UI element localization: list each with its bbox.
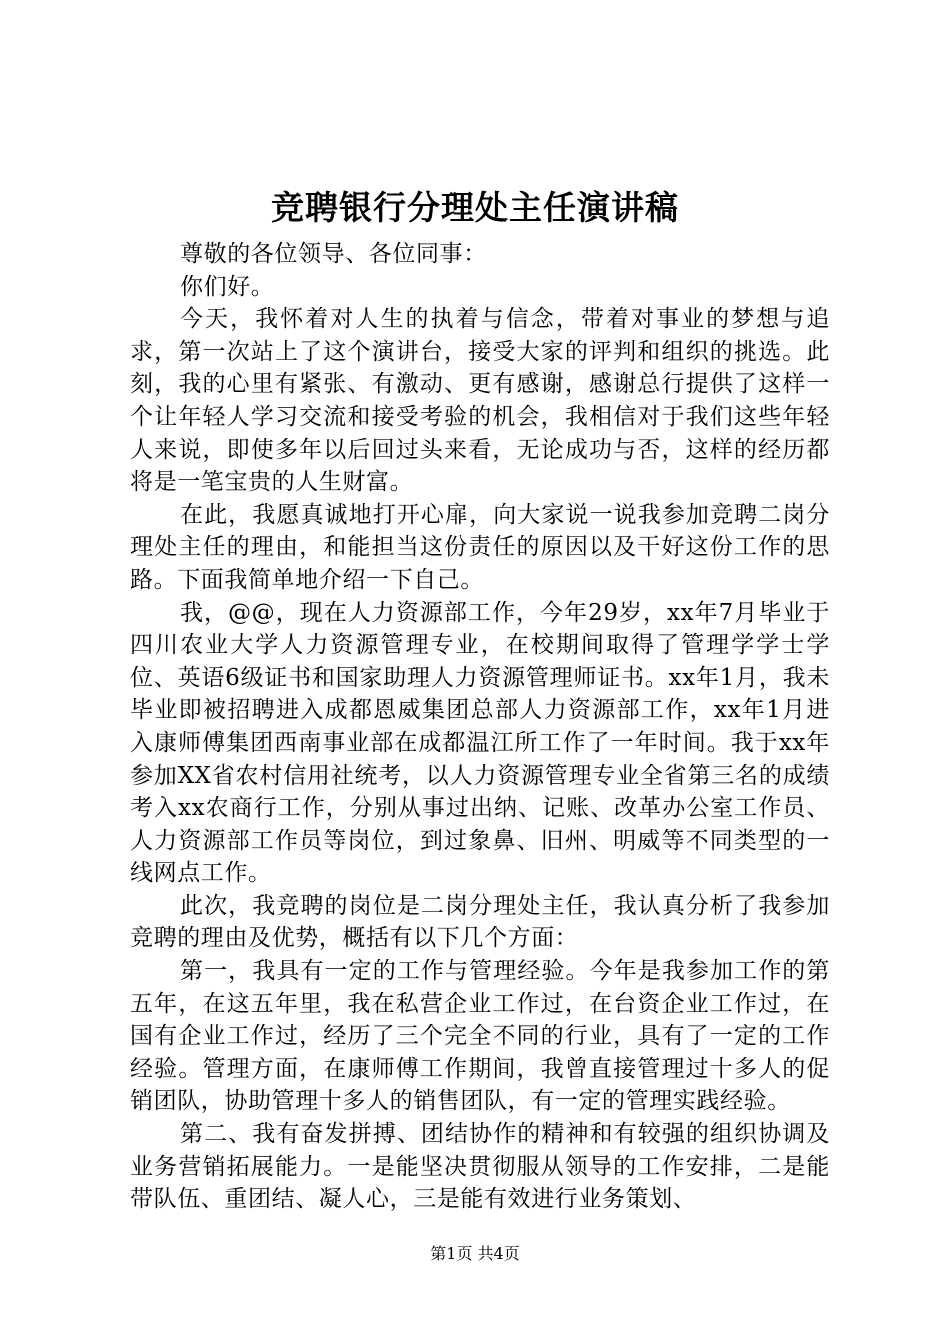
- body-paragraph: 今天，我怀着对人生的执着与信念，带着对事业的梦想与追求，第一次站上了这个演讲台，接受大家的评判和组织的挑选。此刻，我的心里有紧张、有激动、更有感谢，感谢总行提供了这样一个让年轻人学习交流和接受考验的机会，我相信对于我们这些年轻人来说，即使多年以后回过头来看，无论成功与否，这样的经历都将是一笔宝贵的人生财富。: [130, 306, 830, 496]
- greeting-paragraph: 尊敬的各位领导、各位同事：: [180, 241, 487, 267]
- document-title: 竞聘银行分理处主任演讲稿: [271, 188, 679, 227]
- body-paragraph: 我，@@，现在人力资源部工作，今年29岁，xx年7月毕业于四川农业大学人力资源管理专业，在校期间取得了管理学学士学位、英语6级证书和国家助理人力资源管理师证书。xx年1月，我未毕业即被招聘进入成都恩威集团总部人力资源部工作，xx年1月进入康师傅集团西南事业部在成都温江所工作了一年时间。我于xx年参加XX省农村信用社统考，以人力资源管理专业全省第三名的成绩考入xx农商行工作，分别从事过出纳、记账、改革办公室工作员、人力资源部工作员等岗位，到过象鼻、旧州、明威等不同类型的一线网点工作。: [130, 599, 830, 887]
- body-paragraph: 此次，我竞聘的岗位是二岗分理处主任，我认真分析了我参加竞聘的理由及优势，概括有以下几个方面：: [130, 892, 830, 952]
- body-paragraph: 第一，我具有一定的工作与管理经验。今年是我参加工作的第五年，在这五年里，我在私营企业工作过，在台资企业工作过，在国有企业工作过，经历了三个完全不同的行业，具有了一定的工作经验。管理方面，在康师傅工作期间，我曾直接管理过十多人的促销团队，协助管理十多人的销售团队，有一定的管理实践经验。: [130, 958, 830, 1115]
- salutation-paragraph: 你们好。: [180, 273, 275, 300]
- document-body: [130, 238, 830, 1216]
- body-paragraph: 第二、我有奋发拼搏、团结协作的精神和有较强的组织协调及业务营销拓展能力。一是能坚决贯彻服从领导的工作安排，二是能带队伍、重团结、凝人心，三是能有效进行业务策划、: [130, 1121, 830, 1213]
- page-number-footer: 第1页 共4页: [430, 1244, 520, 1263]
- body-paragraph: 在此，我愿真诚地打开心扉，向大家说一说我参加竞聘二岗分理处主任的理由，和能担当这份责任的原因以及干好这份工作的思路。下面我简单地介绍一下自己。: [130, 501, 830, 593]
